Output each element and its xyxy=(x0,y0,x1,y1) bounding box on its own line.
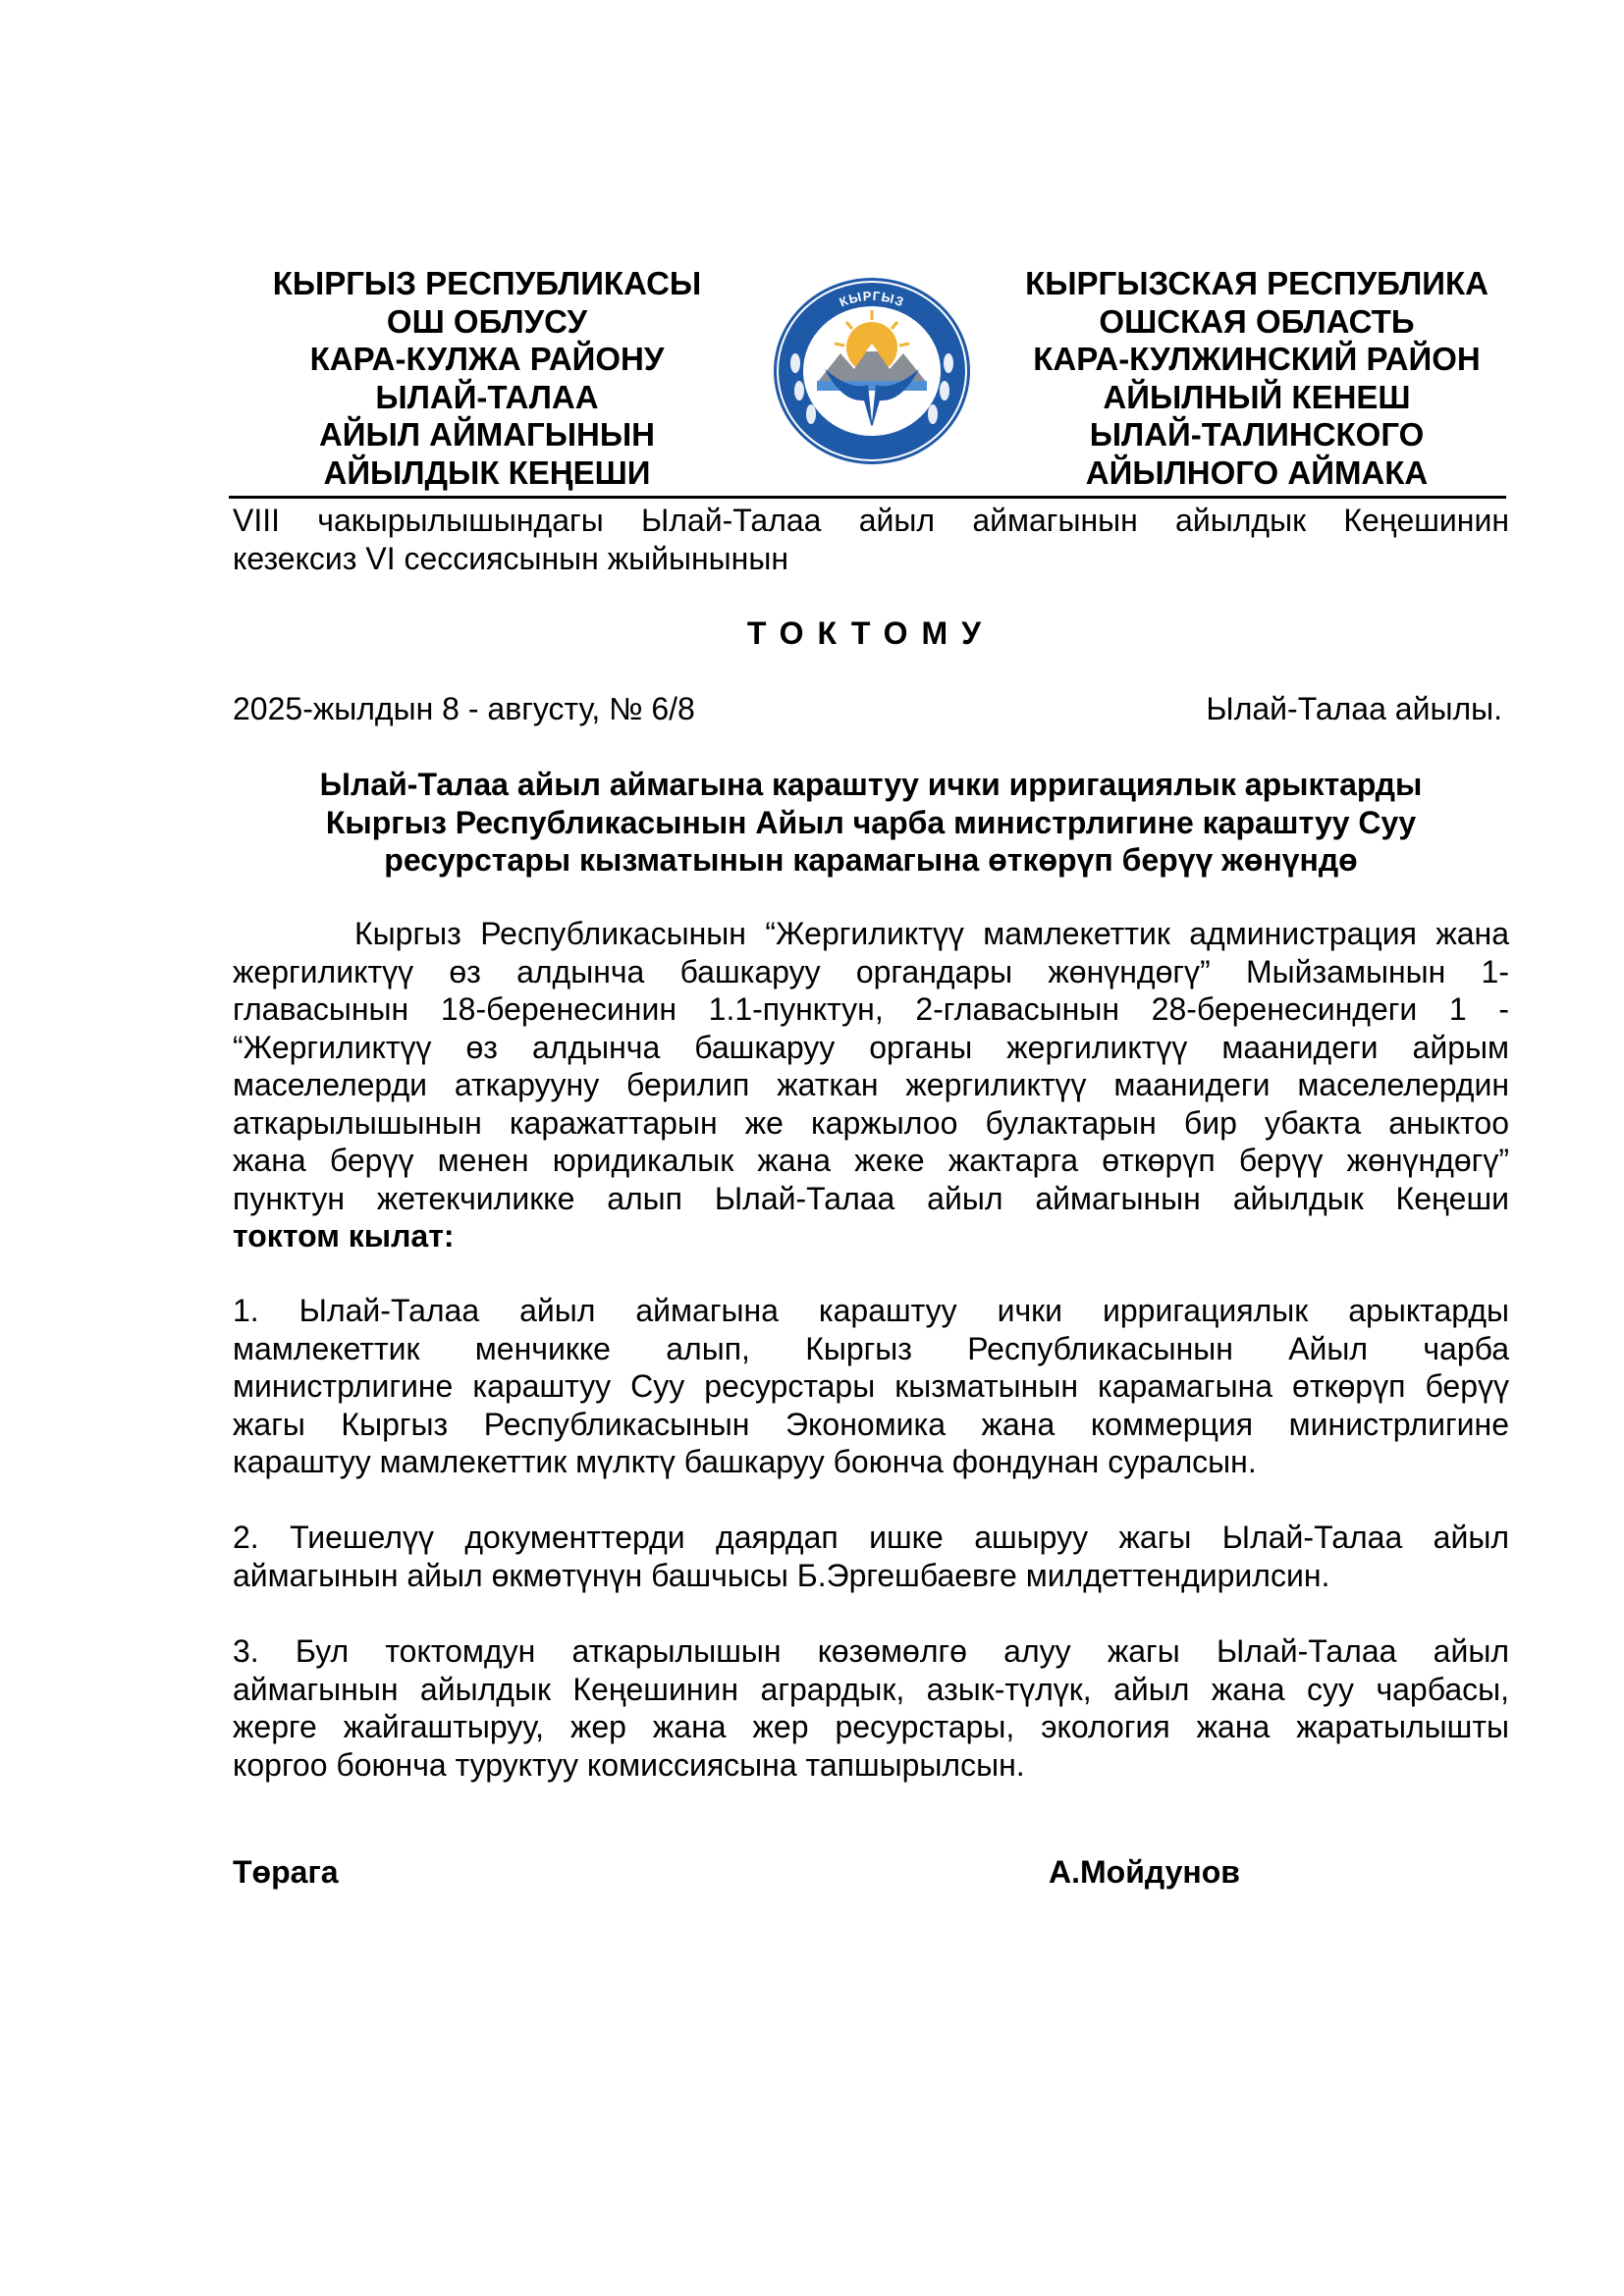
title-line: ресурстары кызматынын карамагына өткөрүп берүү жөнүндө xyxy=(384,842,1358,878)
emblem-text-top: КЫРГЫЗ xyxy=(837,288,907,310)
header-left-line: ЫЛАЙ-ТАЛАА xyxy=(375,378,599,415)
clause-line: жагы Кыргыз Республикасынын Экономика жана коммерция министрлигине xyxy=(233,1406,1509,1442)
session-line: кезексиз VI сессиясынын жыйынынын xyxy=(233,540,789,576)
place: Ылай-Талаа айылы. xyxy=(1206,691,1502,726)
title-line: Ылай-Талаа айыл аймагына караштуу ички ирригациялык арыктарды xyxy=(319,767,1423,802)
clause-2 xyxy=(233,1519,1509,1594)
date-number: 2025-жылдын 8 - августу, № 6/8 xyxy=(233,691,695,726)
clause-line: караштуу мамлекеттик мүлктү башкаруу боюнча фондунан суралсын. xyxy=(233,1444,1257,1479)
header-right-line: ОШСКАЯ ОБЛАСТЬ xyxy=(1099,302,1415,340)
header-russian xyxy=(1011,265,1502,492)
preamble-line: пунктун жетекчиликке алып Ылай-Талаа айыл аймагынын айылдык Кеңеши xyxy=(233,1180,1509,1216)
state-emblem-icon xyxy=(772,275,972,467)
clause-line: мамлекеттик менчикке алып, Кыргыз Республикасынын Айыл чарба xyxy=(233,1330,1509,1366)
document-title xyxy=(233,766,1509,880)
header-right-line: ЫЛАЙ-ТАЛИНСКОГО xyxy=(1089,416,1425,453)
header-kyrgyz xyxy=(257,265,717,492)
header-left-line: АЙЫЛ АЙМАГЫНЫН xyxy=(318,416,656,453)
header-divider xyxy=(229,496,1506,499)
signatory-position: Төрага xyxy=(233,1854,339,1890)
document-kind: ТОКТОМУ xyxy=(746,615,996,651)
preamble-line xyxy=(233,915,1509,953)
preamble xyxy=(233,915,1509,1255)
header-left-line: КЫРГЫЗ РЕСПУБЛИКАСЫ xyxy=(272,265,702,301)
emblem-text-bottom: РЕСПУБЛИКАСЫ xyxy=(820,402,924,438)
clause-line: жерге жайгаштыруу, жер жана жер ресурстары, экология жана жаратылышты xyxy=(233,1709,1509,1744)
header-right-line: АЙЫЛНЫЙ КЕНЕШ xyxy=(1103,378,1411,415)
preamble-line-text: Кыргыз Республикасынын “Жергиликтүү мамлекеттик администрация жана xyxy=(354,916,1509,951)
header-left-line: КАРА-КУЛЖА РАЙОНУ xyxy=(309,341,665,377)
header-left-line: ОШ ОБЛУСУ xyxy=(386,302,588,340)
clause-line: коргоо боюнча туруктуу комиссиясына тапшырылсын. xyxy=(233,1746,1025,1783)
session-line: VIII чакырылышындагы Ылай-Талаа айыл аймагынын айылдык Кеңешинин xyxy=(233,503,1509,538)
title-line: Кыргыз Республикасынын Айыл чарба министрлигине караштуу Суу xyxy=(325,804,1417,840)
preamble-line: “Жергиликтүү өз алдынча башкаруу органы жергиликтүү маанидеги айрым xyxy=(233,1029,1509,1065)
preamble-line: жергиликтүү өз алдынча башкаруу органдары жөнүндөгү” Мыйзамынын 1- xyxy=(233,953,1509,989)
clause-line: аймагынын айылдык Кеңешинин агрардык, азык-түлүк, айыл жана суу чарбасы, xyxy=(233,1671,1509,1707)
clause-line: министрлигине караштуу Суу ресурстары кызматынын карамагына өткөрүп берүү xyxy=(233,1368,1509,1404)
preamble-line: маселелерди аткарууну берилип жаткан жергиликтүү маанидеги маселелердин xyxy=(233,1067,1509,1102)
clause-3 xyxy=(233,1632,1509,1784)
header-right-line: АЙЫЛНОГО АЙМАКА xyxy=(1085,454,1429,491)
session-info xyxy=(233,502,1509,577)
signatory-name: А.Мойдунов xyxy=(1049,1854,1240,1890)
clause-line: 2. Тиешелүү документтерди даярдап ишке ашыруу жагы Ылай-Талаа айыл xyxy=(233,1520,1509,1555)
header-left-line: АЙЫЛДЫК КЕҢЕШИ xyxy=(323,454,651,491)
clause-line: 1. Ылай-Талаа айыл аймагына караштуу ички ирригациялык арыктарды xyxy=(233,1293,1509,1328)
preamble-line: жана берүү менен юридикалык жана жеке жактарга өткөрүп берүү жөнүндөгү” xyxy=(233,1143,1509,1178)
resolution-phrase: токтом кылат: xyxy=(233,1218,455,1254)
preamble-line: аткарылышынын каражаттарын же каржылоо булактарын бир убакта аныктоо xyxy=(233,1104,1509,1141)
header-right-line: КЫРГЫЗСКАЯ РЕСПУБЛИКА xyxy=(1025,265,1489,301)
header-right-line: КАРА-КУЛЖИНСКИЙ РАЙОН xyxy=(1033,341,1481,377)
clause-1 xyxy=(233,1292,1509,1481)
clause-line: 3. Бул токтомдун аткарылышын көзөмөлгө алуу жагы Ылай-Талаа айыл xyxy=(233,1633,1509,1669)
clause-line: аймагынын айыл өкмөтүнүн башчысы Б.Эргешбаевге милдеттендирилсин. xyxy=(233,1557,1330,1593)
preamble-line: главасынын 18-беренесинин 1.1-пунктун, 2-главасынын 28-беренесиндеги 1 - xyxy=(233,991,1509,1027)
